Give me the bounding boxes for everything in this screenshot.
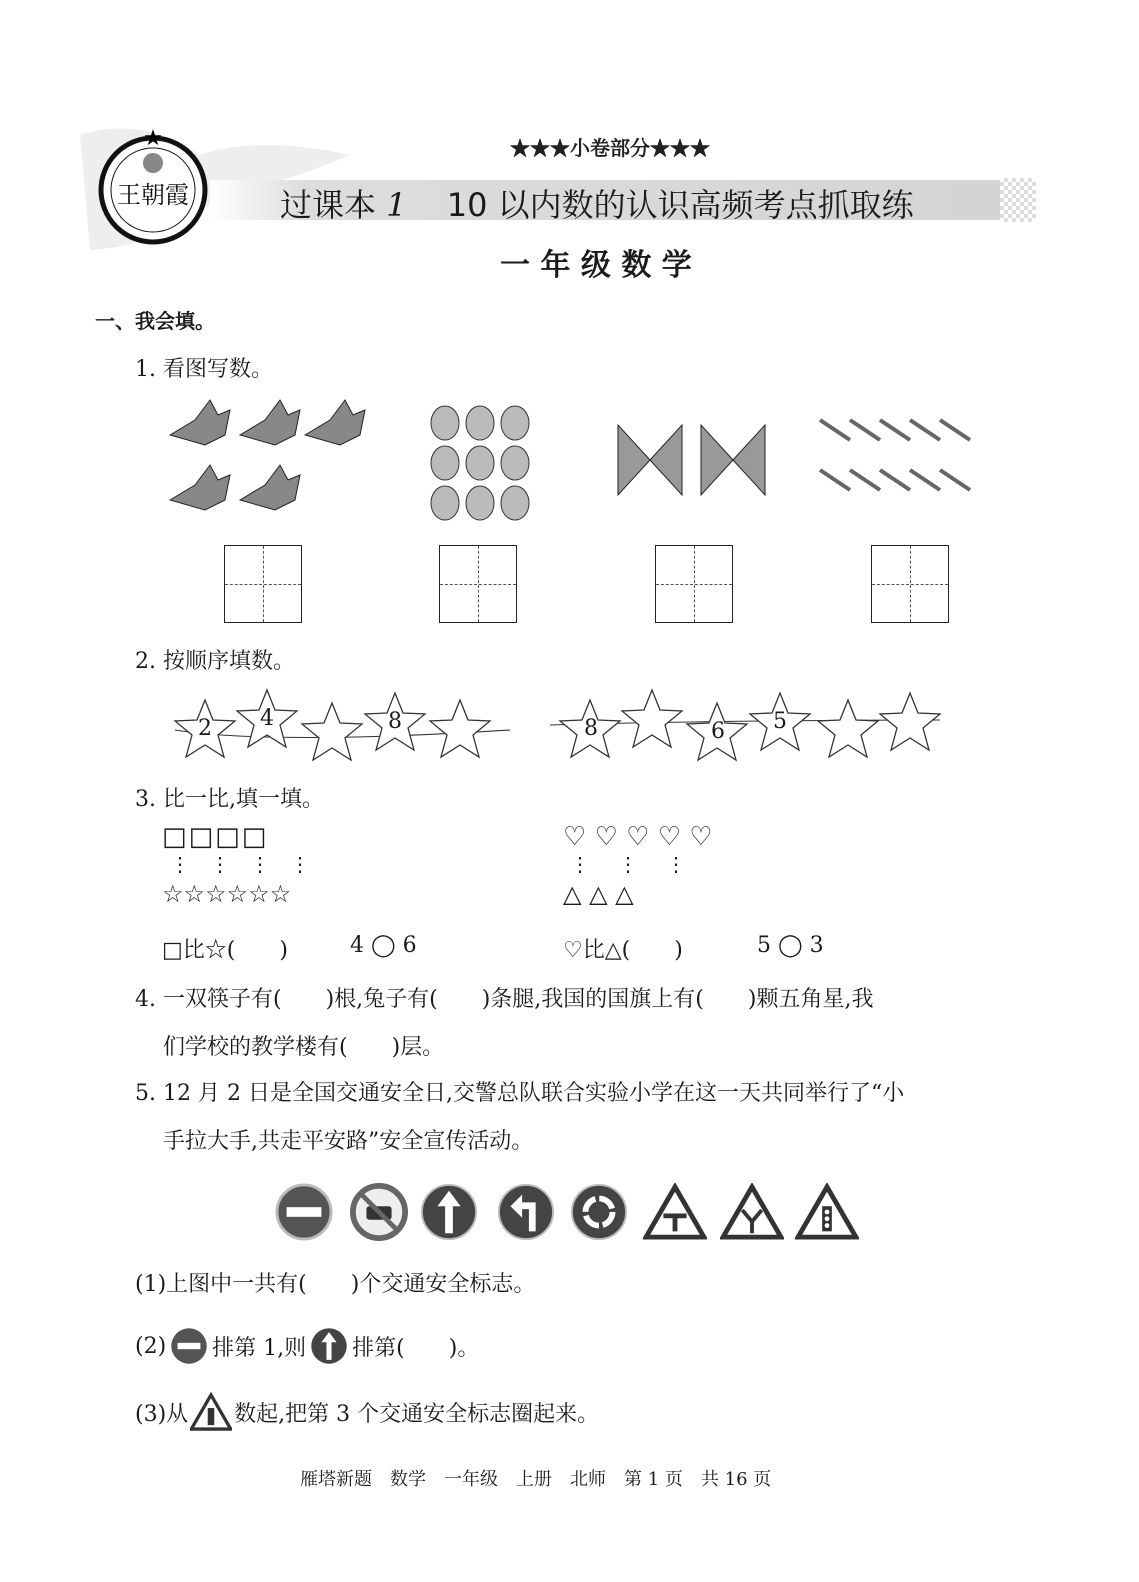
chain1-star-4: 8 — [388, 709, 402, 734]
q5-sub3 — [135, 1392, 599, 1432]
svg-text:★: ★ — [143, 126, 163, 151]
page-footer: 雁塔新题 数学 一年级 上册 北师 第 1 页 共 16 页 — [300, 1469, 772, 1490]
page-title — [280, 180, 914, 226]
straight-arrow-inline-icon — [310, 1327, 348, 1365]
match-dots-left: ⋮⋮⋮⋮ — [170, 852, 330, 876]
spoon-group — [820, 420, 970, 490]
dot-pattern — [1000, 178, 1036, 222]
title-text: 10 以内数的认识高频考点抓取练 — [446, 186, 914, 224]
q1-label: 1. 看图写数。 — [135, 357, 273, 382]
no-entry-sign-icon — [275, 1183, 333, 1241]
q5-sub2-middle: 排第 1,则 — [212, 1335, 307, 1361]
answer-box-butterfly[interactable] — [655, 545, 733, 623]
q5-sub3-prefix: (3)从 — [135, 1401, 189, 1427]
section-label: ★★★小卷部分★★★ — [510, 136, 710, 160]
answer-box-spoon[interactable] — [871, 545, 949, 623]
q5-line1: 5. 12 月 2 日是全国交通安全日,交警总队联合实验小学在这一天共同举行了“小 — [135, 1081, 905, 1106]
subtitle: 一 年 级 数 学 — [500, 248, 692, 283]
compare-left[interactable]: □比☆( ) — [162, 938, 288, 963]
roundabout-sign-icon — [570, 1183, 628, 1241]
logo-seal — [96, 125, 211, 245]
chain2-star-1: 8 — [584, 716, 598, 741]
q5-sub1: (1)上图中一共有( )个交通安全标志。 — [135, 1272, 536, 1297]
q5-sub2-suffix: 排第( )。 — [352, 1335, 480, 1361]
chain2-star-4: 5 — [773, 709, 787, 734]
match-dots-right: ⋮⋮⋮ — [570, 852, 714, 876]
goldfish-group — [170, 400, 365, 510]
t-junction-sign-icon — [643, 1183, 707, 1241]
strawberry-group — [431, 406, 529, 520]
section-heading: 一、我会填。 — [95, 309, 215, 333]
answer-box-strawberry[interactable] — [439, 545, 517, 623]
hearts-row: ♡ ♡ ♡ ♡ ♡ — [563, 822, 713, 852]
butterfly-group — [618, 425, 765, 495]
left-turn-sign-icon — [497, 1183, 555, 1241]
title-prefix: 过课本 — [280, 186, 377, 224]
stars-row: ☆☆☆☆☆☆ — [162, 880, 292, 908]
chain1-star-2: 4 — [260, 706, 274, 731]
q2-label: 2. 按顺序填数。 — [135, 649, 295, 674]
q4-line2: 们学校的教学楼有( )层。 — [163, 1035, 445, 1060]
svg-text:王朝霞: 王朝霞 — [117, 181, 189, 209]
no-entry-inline-icon — [170, 1327, 208, 1365]
compare-right[interactable]: ♡比△( ) — [563, 938, 683, 963]
title-number: 1 — [386, 186, 407, 224]
q5-line2: 手拉大手,共走平安路”安全宣传活动。 — [163, 1129, 534, 1154]
q4-line1: 4. 一双筷子有( )根,兔子有( )条腿,我国的国旗上有( )颗五角星,我 — [135, 987, 874, 1012]
no-cars-sign-icon — [350, 1183, 408, 1241]
q5-sub2-prefix: (2) — [135, 1333, 167, 1359]
y-junction-sign-icon — [720, 1183, 784, 1241]
straight-arrow-sign-icon — [420, 1183, 478, 1241]
star-chains — [170, 685, 950, 765]
traffic-light-sign-icon — [795, 1183, 859, 1241]
traffic-light-inline-icon — [190, 1392, 232, 1432]
q5-sub3-suffix: 数起,把第 3 个交通安全标志圈起来。 — [234, 1401, 600, 1427]
chain2-star-3: 6 — [711, 719, 725, 744]
compare-left-numbers[interactable]: 4 ◯ 6 — [350, 933, 417, 958]
compare-right-numbers[interactable]: 5 ◯ 3 — [757, 933, 824, 958]
chain1-star-1: 2 — [198, 716, 212, 741]
q3-label: 3. 比一比,填一填。 — [135, 787, 324, 812]
q1-pictures — [160, 395, 1010, 530]
answer-box-goldfish[interactable] — [224, 545, 302, 623]
q5-sub2 — [135, 1327, 479, 1365]
triangles-row: △ △ △ — [563, 880, 634, 908]
squares-row: □□□□ — [162, 822, 269, 852]
